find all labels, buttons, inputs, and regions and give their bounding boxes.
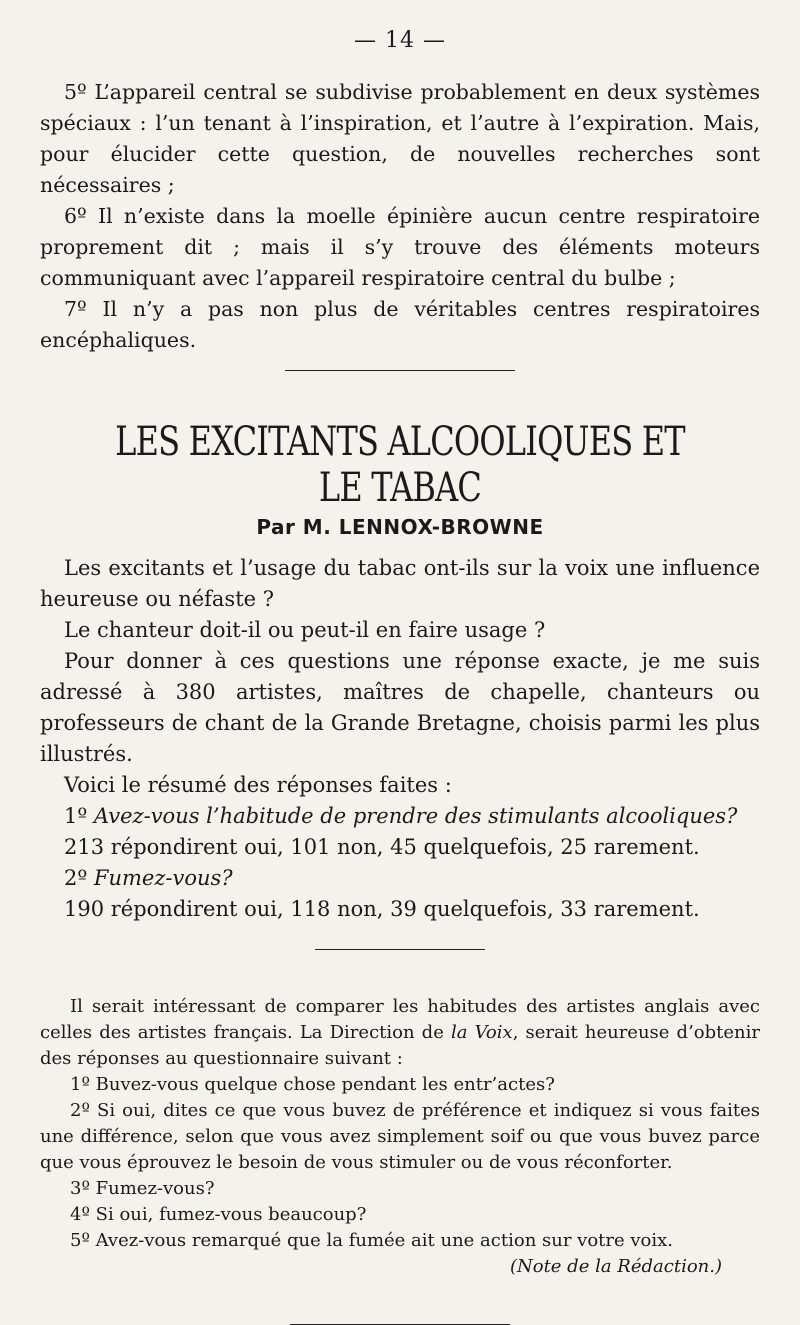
note-intro	[40, 994, 760, 1072]
note-divider	[315, 949, 485, 950]
article-title: LES EXCITANTS ALCOOLIQUES ET LE TABAC	[115, 419, 685, 511]
editorial-note	[40, 994, 760, 1280]
note-intro-text-end: , serait heureuse d’obtenir des réponses au questionnaire suivant :	[40, 1022, 760, 1069]
conclusion-5: 5º L’appareil central se subdivise probablement en deux systèmes spéciaux : l’un tenant à l’inspiration, et l’autre à l’expiration. Mais, pour élucider cette question, de nouvelles recherches sont nécessaires ;	[40, 80, 760, 197]
article-paragraph-2: Le chanteur doit-il ou peut-il en faire usage ?	[64, 618, 546, 642]
article-paragraph-3: Pour donner à ces questions une réponse exacte, je me suis adressé à 380 artistes, maîtres de chapelle, chanteurs ou professeurs de chant de la Grande Bretagne, choisis parmi les plus illustrés.	[40, 649, 760, 766]
note-intro-text: Il serait intéressant de comparer les habitudes des artistes anglais avec celles des artistes français. La Direction de	[40, 996, 760, 1043]
note-question-2: 2º Si oui, dites ce que vous buvez de préférence et indiquez si vous faites une différence, selon que vous avez simplement soif ou que vous buvez parce que vous éprouvez le besoin de vous stimuler ou de vous réconforter.	[40, 1100, 760, 1173]
conclusion-6: 6º Il n’existe dans la moelle épinière aucun centre respiratoire proprement dit ; mais il s’y trouve des éléments moteurs communiquant avec l’appareil respiratoire central du bulbe ;	[40, 204, 760, 290]
conclusion-7: 7º Il n’y a pas non plus de véritables centres respiratoires encéphaliques.	[40, 297, 760, 352]
article-paragraph-4: Voici le résumé des réponses faites :	[64, 773, 452, 797]
survey-answer-2: 190 répondirent oui, 118 non, 39 quelquefois, 33 rarement.	[64, 897, 700, 921]
journal-name: la Voix	[450, 1022, 513, 1043]
page-number: — 14 —	[354, 28, 446, 53]
document-page	[40, 28, 760, 1325]
survey-answer-1: 213 répondirent oui, 101 non, 45 quelquefois, 25 rarement.	[64, 835, 700, 859]
section-divider	[285, 370, 515, 371]
article-paragraph-1: Les excitants et l’usage du tabac ont-ils sur la voix une influence heureuse ou néfaste ?	[40, 556, 760, 611]
note-question-1: 1º Buvez-vous quelque chose pendant les entr’actes?	[70, 1074, 555, 1095]
question-number: 2º	[64, 866, 94, 890]
question-text: Avez-vous l’habitude de prendre des stimulants alcooliques?	[93, 804, 738, 828]
note-question-4: 4º Si oui, fumez-vous beaucoup?	[70, 1204, 367, 1225]
survey-question-2	[40, 863, 760, 894]
note-question-5: 5º Avez-vous remarqué que la fumée ait une action sur votre voix.	[70, 1230, 674, 1251]
note-question-3: 3º Fumez-vous?	[70, 1178, 215, 1199]
article	[40, 419, 760, 925]
previous-article-conclusions	[40, 77, 760, 356]
question-text: Fumez-vous?	[93, 866, 233, 890]
survey-question-1	[40, 801, 760, 832]
question-number: 1º	[64, 804, 94, 828]
note-signature: (Note de la Rédaction.)	[509, 1256, 722, 1277]
article-byline: Par M. LENNOX-BROWNE	[256, 515, 544, 539]
